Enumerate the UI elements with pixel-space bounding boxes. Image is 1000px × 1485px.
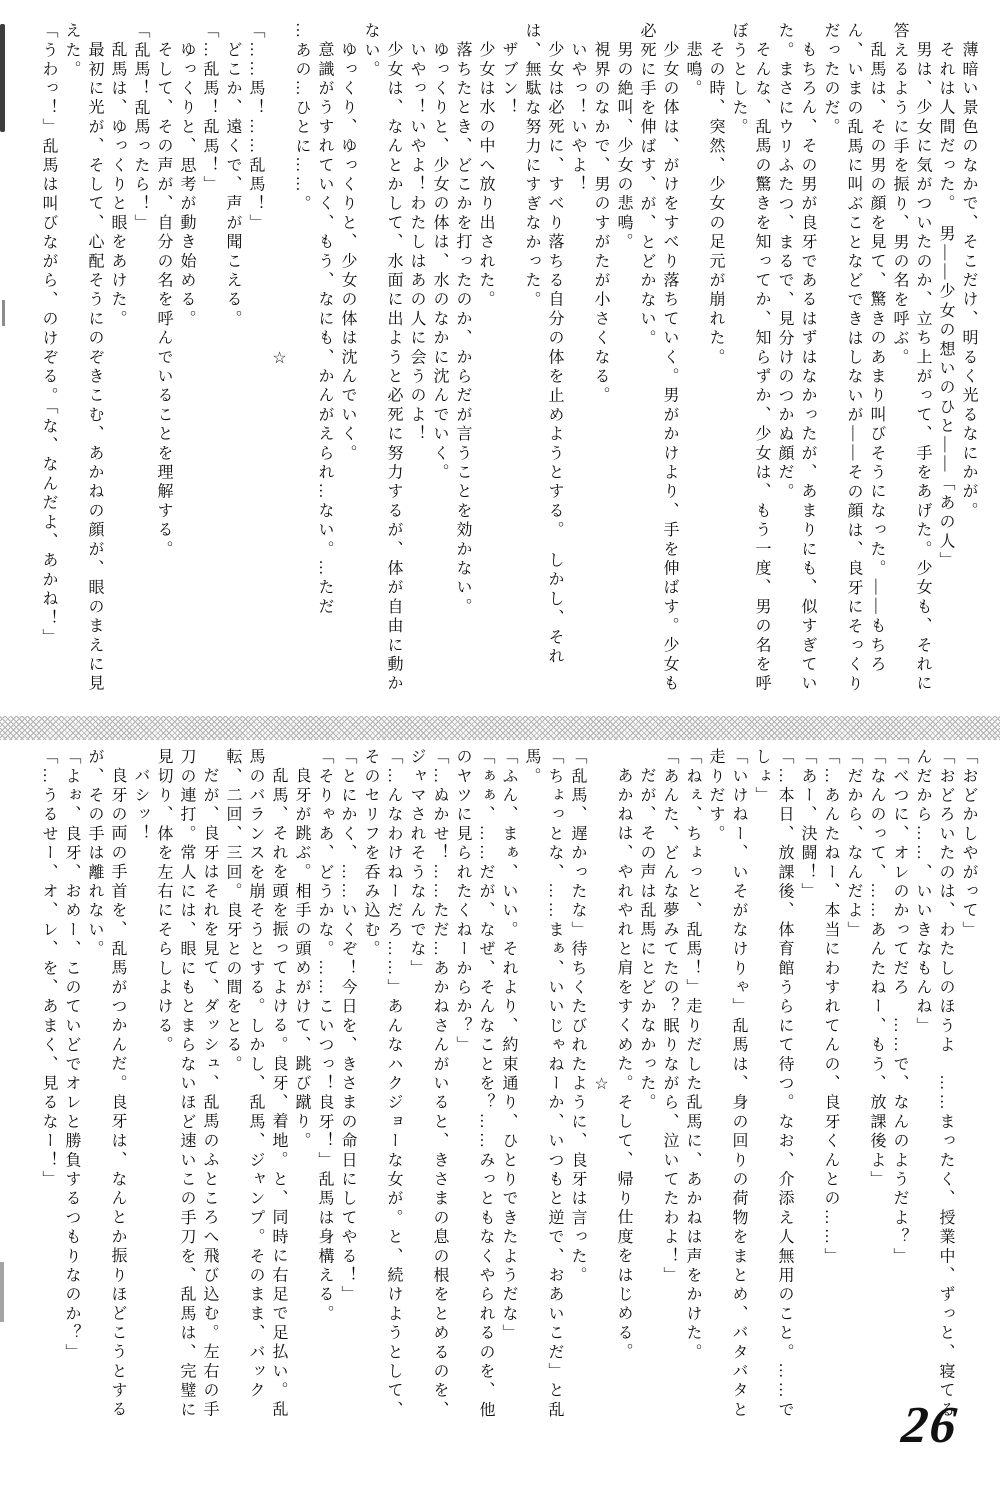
- paragraph: 落ちたとき、どこかを打ったのか、からだが言うことを効かない。: [454, 41, 471, 617]
- paragraph: 「ぁぁ、……だが、なぜ、そんなことを？……みっともなくやられるのを、他のヤツに見られたくねーからか？」: [454, 748, 494, 1420]
- paragraph: そんな、乱馬の驚きを知ってか、知らずか、少女は、もう一度、男の名を呼ぼうとした。: [730, 22, 770, 694]
- section-divider-star: ☆: [592, 1073, 609, 1097]
- scan-artifact-mark: [2, 300, 5, 326]
- paragraph: 「……馬！……乱馬！」: [247, 22, 264, 234]
- paragraph: 「うわっ！」乱馬は叫びながら、のけぞる。「な、なんだよ、あかね！」: [40, 22, 57, 648]
- paragraph: 少女の体は、がけをすべり落ちていく。男がかけより、手を伸ばす。少女も必死に手を伸ばす、が、とどかない。: [638, 22, 678, 694]
- paragraph: 男の絶叫、少女の悲鳴。: [615, 41, 632, 253]
- paragraph: 良牙が跳ぶ。相手の頭めがけて、跳び蹴り。: [293, 767, 310, 1151]
- paragraph: 乱馬は、ゆっくりと眼をあけた。: [109, 41, 126, 329]
- paragraph: 「乱馬！乱馬ったら！」: [132, 22, 149, 234]
- scan-artifact-mark: [0, 1262, 4, 1322]
- paragraph: 「…ぬかせ！……ただ…あかねさんがいると、きさまの息の根をとめるのを、ジャマされそうなんでな」: [408, 748, 448, 1420]
- paragraph: 視界のなかで、男のすがたが小さくなる。: [592, 41, 609, 406]
- paragraph: 意識がうすれていく、もう、なにも、かんがえられ…ない。…ただ: [316, 41, 333, 617]
- paragraph: 「…んなわけねーだろ……」あんなハクジョーな女が。と、続けようとして、そのセリフを呑み込む。: [362, 748, 402, 1420]
- paragraph: ゆっくりと、少女の体は、水のなかに沈んでいく。: [431, 41, 448, 483]
- paragraph: 「そりゃあ、どうかな。……こいつっ！良牙！」乱馬は身構える。: [316, 748, 333, 1324]
- paragraph: 「あー、決闘！」: [799, 748, 816, 902]
- page-number: 26: [899, 1397, 961, 1454]
- paragraph: 「あんた、どんな夢みてたの？眠りながら、泣いてたわよ！」: [661, 748, 678, 1286]
- paragraph: 少女は、なんとかして、水面に出ようと必死に努力するが、体が自由に動かない。: [362, 22, 402, 694]
- paragraph: それは人間だった。 男――少女の想いのひと――「あの人」: [937, 41, 954, 571]
- paragraph: 「とにかく、……いくぞ！今日を、きさまの命日にしてやる！」: [339, 748, 356, 1305]
- paragraph: 少女は水の中へ放り出された。: [477, 41, 494, 310]
- paragraph: バシッ！: [132, 767, 149, 844]
- paragraph: いやっ！いやよ！わたしはあの人に会うのよ！: [408, 41, 425, 445]
- paragraph: 乱馬、それを頭を振ってよける。良牙、着地。と、同時に右足で足払い。乱馬のバランスを崩そうとする。しかし、乱馬、ジャンプ。そのまま、バック転、二回、三回。良牙との間をとる。: [224, 748, 287, 1420]
- paragraph: 「べつに、オレのかってだろ ……で、なんのようだよ？」: [891, 748, 908, 1267]
- paragraph: 「ねぇ、ちょっと、乱馬！」走りだした乱馬に、あかねは声をかけた。: [684, 748, 701, 1363]
- paragraph: 「…本日、放課後、体育館うらにて待つ。なお、介添え人無用のこと。……でしょ」: [753, 748, 793, 1420]
- paragraph: だが、良牙はそれを見て、ダッシュ、乱馬のふところへ飛び込む。左右の手刀の連打。常人には、眼にもとまらないほど速いこの手刀を、乱馬は、完璧に見切り、体を左右にそらしよける。: [155, 748, 218, 1420]
- paragraph: 良牙の両の手首を、乱馬がつかんだ。良牙は、なんとか振りほどこうとするが、その手は離れない。: [86, 748, 126, 1420]
- paragraph: 悲鳴。: [684, 41, 701, 99]
- top-text-block: [28, 22, 980, 696]
- paragraph: …あの…ひとに……。: [293, 22, 310, 214]
- paragraph: もちろん、その男が良牙であるはずはなかったが、あまりにも、似すぎていた。まさにウリふたつ、まるで、見分けのつかぬ顔だ。: [776, 22, 816, 694]
- paragraph: どこか、遠くで、声が聞こえる。: [224, 41, 241, 329]
- paragraph: 「乱馬、遅かったな」待ちくたびれたように、良牙は言った。: [569, 748, 586, 1286]
- paragraph: 「ふん、まぁ、いい。それより、約束通り、ひとりできたようだな」: [500, 748, 517, 1344]
- paragraph: いやっ！いやよ！: [569, 41, 586, 195]
- paragraph: 「おどろいたのは、わたしのほうよ ……まったく、授業中、ずっと、寝てるんだから……、いいきなもんね」: [914, 748, 954, 1420]
- paragraph: あかねは、やれやれと肩をすくめた。そして、帰り仕度をはじめる。: [615, 767, 632, 1363]
- paragraph: 少女は必死に、すべり落ちる自分の体を止めようとする。 しかし、それは、無駄な努力にすぎなかった。: [523, 22, 563, 667]
- paragraph: 薄暗い景色のなかで、そこだけ、明るく光るなにかが。: [960, 41, 977, 521]
- bottom-text-block: [28, 748, 980, 1422]
- paragraph: 「よぉ、良牙、おめー、このていどでオレと勝負するつもりなのか？」: [63, 748, 80, 1363]
- paragraph: ゆっくりと、思考が動き始める。: [178, 41, 195, 329]
- paragraph: 「…あんたねー、本当にわすれてんの、良牙くんとの……」: [822, 748, 839, 1267]
- paragraph: 最初に光が、そして、心配そうにのぞきこむ、あかねの顔が、眼のまえに見えた。: [63, 22, 103, 694]
- paragraph: 「なんのって、……あんたねー、もう、放課後よ」: [868, 748, 885, 1190]
- paragraph: その時、突然、少女の足元が崩れた。: [707, 41, 724, 368]
- paragraph: 「だから、なんだよ」: [845, 748, 862, 940]
- paragraph: ゆっくり、ゆっくりと、少女の体は沈んでいく。: [339, 41, 356, 464]
- paragraph: 「…うるせー、オ、レ、を、あまく、見るなー！」: [40, 748, 57, 1190]
- paragraph: 「いけねー、いそがなけりゃ」乱馬は、身の回りの荷物をまとめ、バタバタと走りだす。: [707, 748, 747, 1420]
- paragraph: 「おどかしやがって」: [960, 748, 977, 940]
- paragraph: ザブン！: [500, 41, 517, 118]
- scan-artifact-mark: [0, 24, 5, 132]
- paragraph: 男は、少女に気がついたのか、立ち上がって、手をあげた。少女も、それに答えるように手を振り、男の名を呼ぶ。: [891, 22, 931, 694]
- paragraph: だが、その声は乱馬にとどかなかった。: [638, 767, 655, 1113]
- paragraph: 「…乱馬！乱馬！」: [201, 22, 218, 195]
- paragraph: 乱馬は、その男の顔を見て、驚きのあまり叫びそうになった。――もちろん、いまの乱馬に叫ぶことなどできはしないが――その顔は、良牙にそっくりだったのだ。: [822, 22, 885, 694]
- section-divider-band: [0, 716, 1000, 740]
- paragraph: そして、その声が、自分の名を呼んでいることを理解する。: [155, 41, 172, 560]
- section-divider-star: ☆: [270, 347, 287, 371]
- paragraph: 「ちょっとな、……まぁ、いいじゃねーか、いつもと逆で、おあいこだ」と乱馬。: [523, 748, 563, 1420]
